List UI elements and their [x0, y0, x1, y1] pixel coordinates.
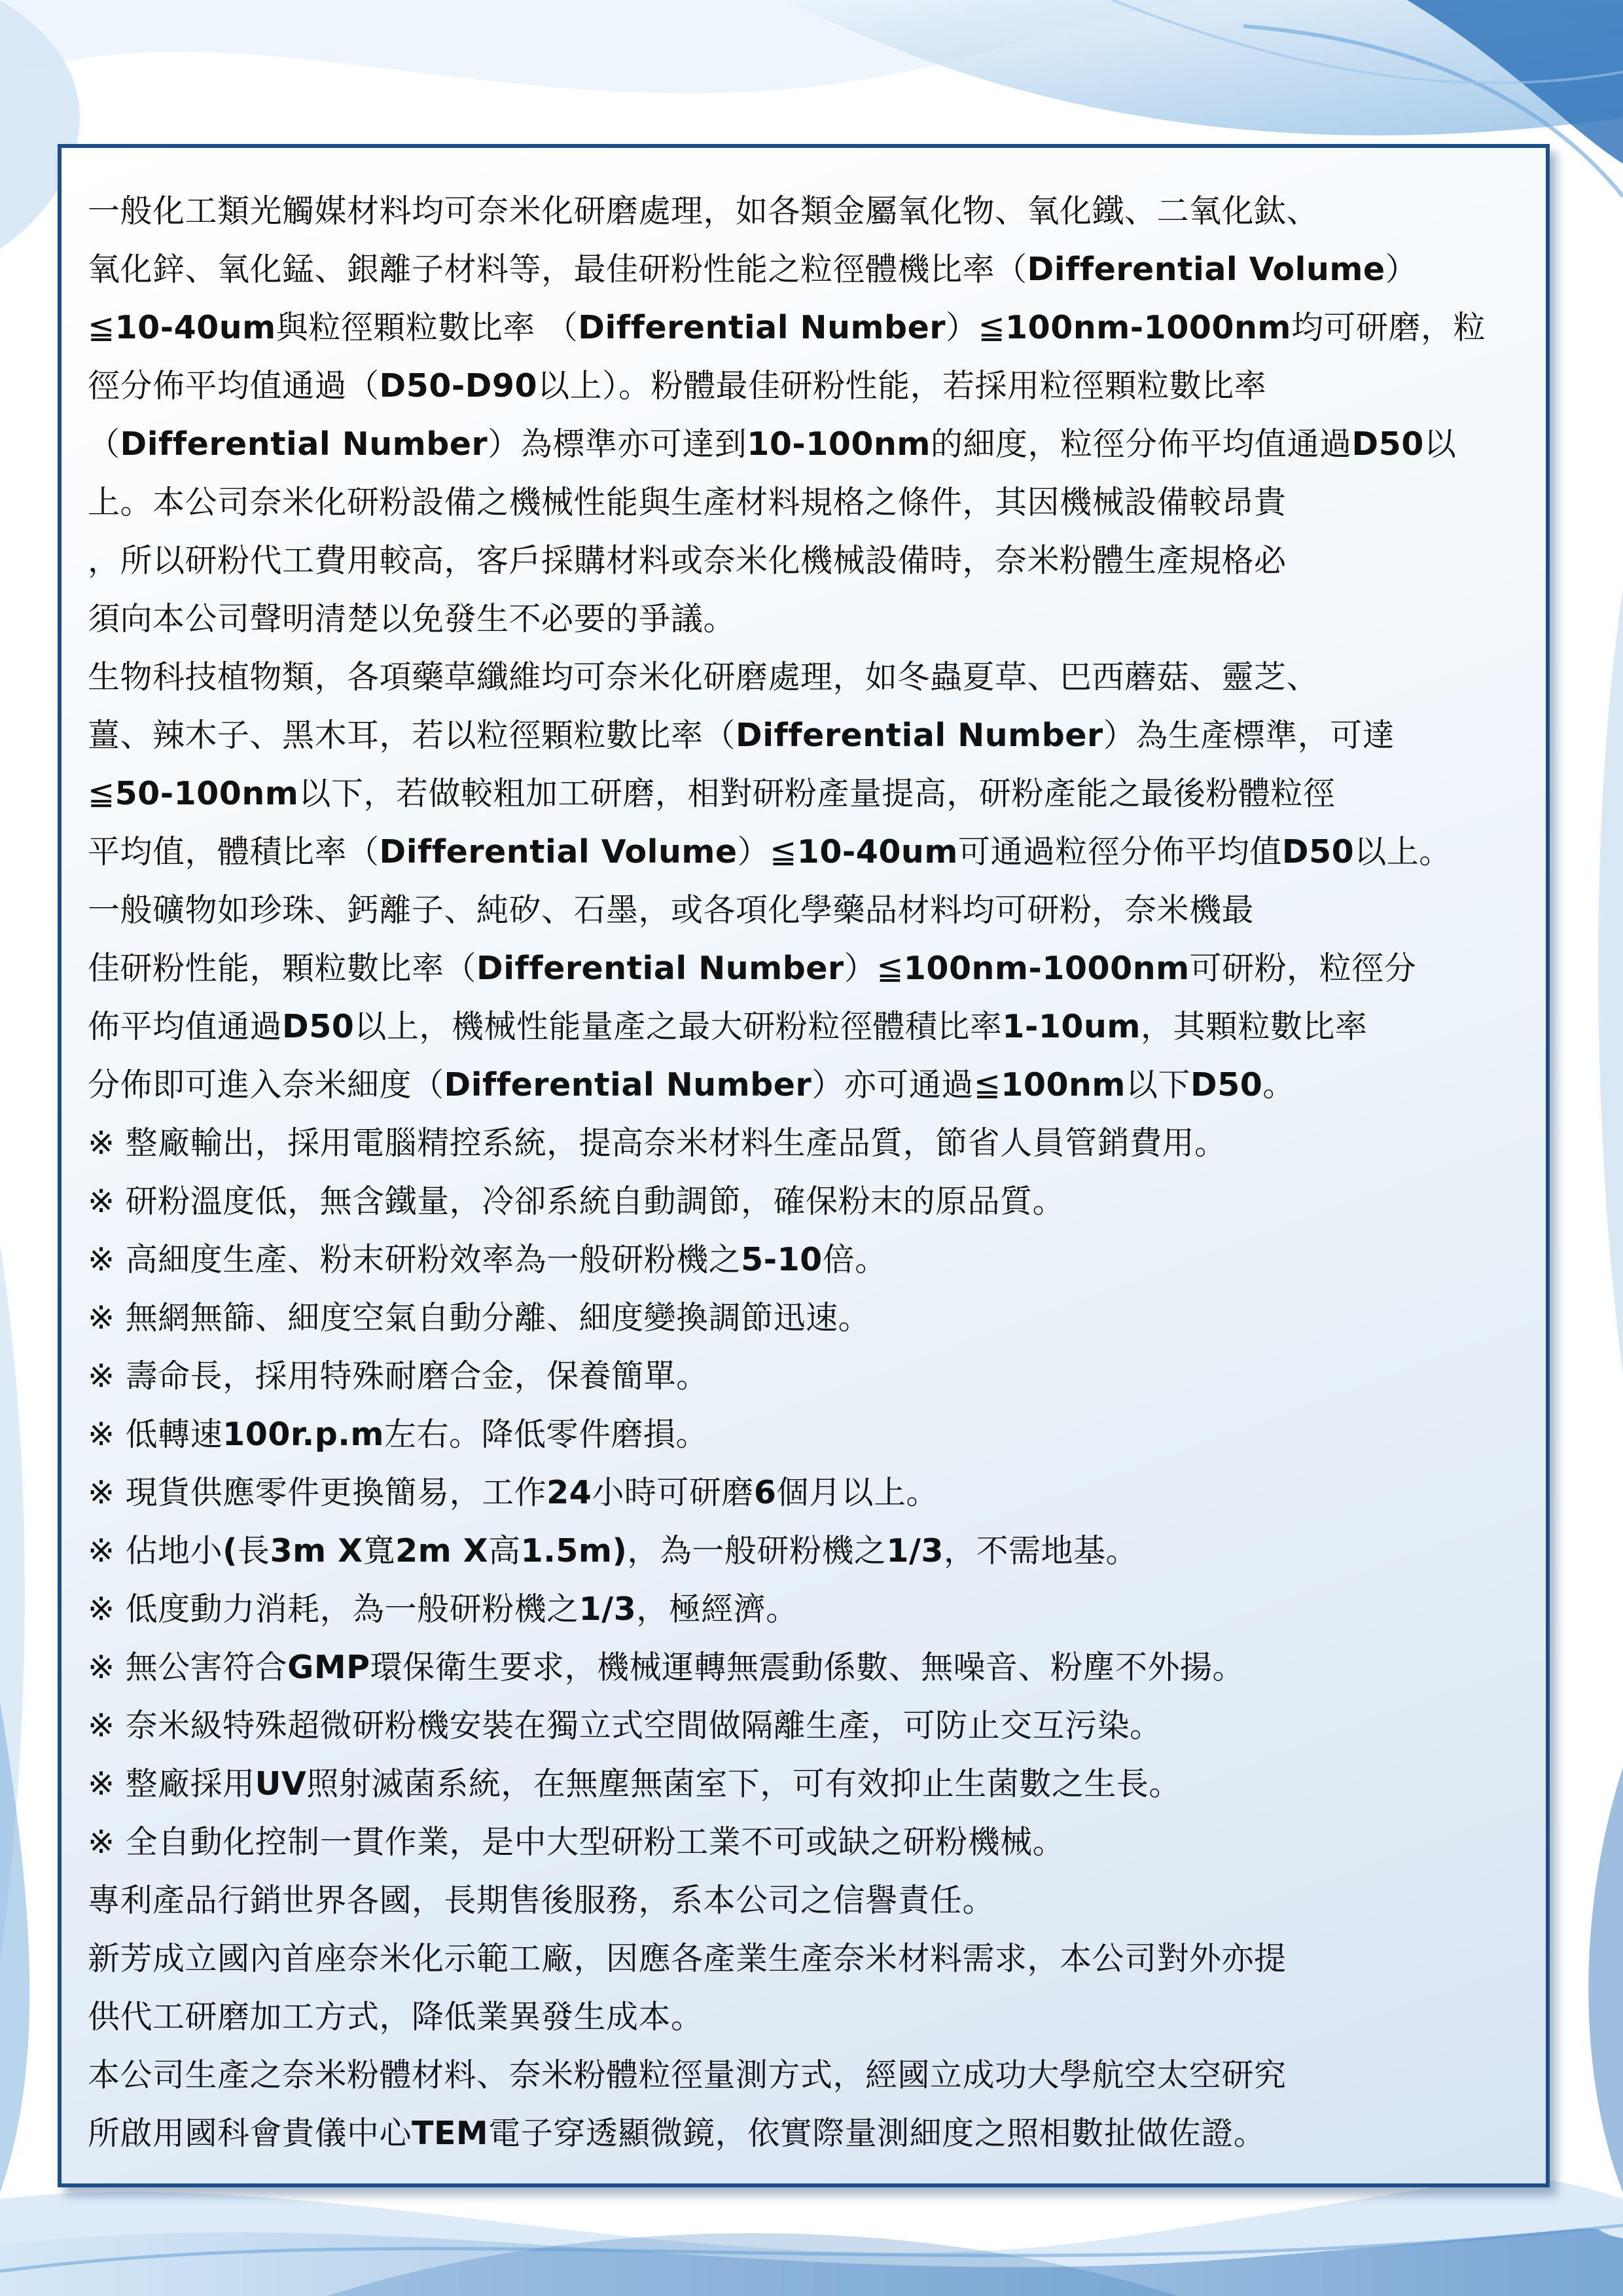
text-segment: 生物科技植物類，各項藥草纖維均可奈米化研磨處理，如冬蟲夏草、巴西蘑菇、靈芝、 — [88, 658, 1319, 696]
text-segment: 須向本公司聲明清楚以免發生不必要的爭議。 — [88, 600, 736, 637]
text-segment: 。 — [1262, 1066, 1295, 1103]
text-segment: 以上。 — [1354, 833, 1452, 870]
text-segment: 一般化工類光觸媒材料均可奈米化研磨處理，如各類金屬氧化物、氧化鐵、二氧化鈦、 — [88, 192, 1319, 230]
text-segment: 以下，若做較粗加工研磨，相對研粉產量提高，研粉產能之最後粉體粒徑 — [298, 775, 1336, 812]
bold-term: 100nm — [1001, 1066, 1126, 1103]
text-segment: ※ 研粉溫度低，無含鐵量，冷卻系統自動調節，確保粉末的原品質。 — [88, 1183, 1065, 1220]
text-segment: 高 — [488, 1532, 521, 1570]
bold-term: 10-40um — [115, 309, 276, 346]
text-segment: ※ 整廠輸出，採用電腦精控系統，提高奈米材料生產品質，節省人員管銷費用。 — [88, 1124, 1227, 1162]
bold-term: D50 — [1351, 425, 1424, 463]
text-segment: 平均值，體積比率（ — [88, 833, 380, 870]
text-segment: ）亦可通過≦ — [812, 1066, 1001, 1103]
text-line — [88, 1580, 1534, 1638]
text-line — [88, 881, 1534, 939]
bold-term: D50 — [1281, 833, 1355, 870]
text-segment: 長 — [238, 1532, 270, 1570]
text-line — [88, 2046, 1534, 2104]
text-segment: 電子穿透顯微鏡，依實際量測細度之照相數扯做佐證。 — [488, 2115, 1266, 2152]
text-line — [88, 240, 1534, 298]
text-segment: 與粒徑顆粒數比率 （ — [276, 309, 579, 346]
text-segment: ≦ — [88, 309, 115, 346]
text-segment: 小時可研磨 — [592, 1474, 754, 1511]
text-segment: 均可研磨，粒 — [1291, 309, 1486, 346]
text-segment: ）≦ — [945, 309, 1006, 346]
text-segment: ※ 佔地小 — [88, 1532, 223, 1570]
text-segment: ※ 低轉速 — [88, 1416, 223, 1453]
text-segment: ※ 低度動力消耗，為一般研粉機之 — [88, 1590, 579, 1628]
text-segment: 薑、辣木子、黑木耳，若以粒徑顆粒數比率（ — [88, 717, 736, 754]
text-line — [88, 1988, 1534, 2046]
bold-term: 1.5m) — [520, 1532, 628, 1570]
bold-term: D50 — [282, 1008, 355, 1045]
document-body — [88, 182, 1534, 2162]
bold-term: D50 — [1190, 1066, 1263, 1103]
bold-term: 24 — [546, 1474, 592, 1511]
text-segment: 寬 — [363, 1532, 396, 1570]
text-segment: 以下 — [1126, 1066, 1191, 1103]
text-segment: 分佈即可進入奈米細度（ — [88, 1066, 444, 1103]
text-line — [88, 764, 1534, 823]
text-line — [88, 939, 1534, 997]
text-line — [88, 1347, 1534, 1405]
bold-term: D50-D90 — [379, 367, 538, 404]
text-line — [88, 415, 1534, 473]
text-line — [88, 1638, 1534, 1696]
text-line — [88, 2104, 1534, 2162]
bold-term: 1-10um — [1002, 1008, 1141, 1045]
text-segment: 佈平均值通過 — [88, 1008, 283, 1045]
text-segment: ※ 壽命長，採用特殊耐磨合金，保養簡單。 — [88, 1357, 709, 1395]
bold-term: Differential Number — [120, 425, 488, 463]
text-segment: 佳研粉性能，顆粒數比率（ — [88, 950, 477, 987]
text-line — [88, 1114, 1534, 1172]
text-line — [88, 823, 1534, 881]
text-segment: 倍。 — [822, 1241, 887, 1278]
text-segment: 所啟用國科會貴儀中心 — [88, 2115, 412, 2152]
text-segment: 新芳成立國內首座奈米化示範工廠，因應各產業生產奈米材料需求，本公司對外亦提 — [88, 1940, 1287, 1977]
bold-term: 1/3 — [579, 1590, 637, 1628]
bold-term: 10-100nm — [747, 425, 931, 463]
text-segment: ※ 整廠採用 — [88, 1765, 255, 1803]
bold-term: Differential Volume — [379, 833, 738, 870]
text-segment: ，其顆粒數比率 — [1140, 1008, 1368, 1045]
text-segment: 照射滅菌系統，在無塵無菌室下，可有效抑止生菌數之生長。 — [306, 1765, 1181, 1803]
bold-term: 100nm-1000nm — [903, 950, 1190, 987]
text-segment: ，為一般研粉機之 — [627, 1532, 887, 1570]
text-segment: 供代工研磨加工方式，降低業異發生成本。 — [88, 1998, 704, 2036]
text-segment: 徑分佈平均值通過（ — [88, 367, 380, 404]
text-segment: 以上，機械性能量產之最大研粉粒徑體積比率 — [354, 1008, 1003, 1045]
text-line — [88, 1463, 1534, 1522]
text-line — [88, 1289, 1534, 1347]
text-line — [88, 1405, 1534, 1463]
text-line — [88, 1696, 1534, 1755]
bold-term: GMP — [287, 1649, 370, 1686]
bold-term: Differential Number — [444, 1066, 812, 1103]
text-line — [88, 1755, 1534, 1813]
bold-term: 100r.p.m — [223, 1416, 384, 1453]
text-segment: ）為生產標準，可達 — [1103, 717, 1395, 754]
text-line — [88, 1813, 1534, 1871]
bold-term: Differential Number — [476, 950, 844, 987]
text-segment: ※ 奈米級特殊超微研粉機安裝在獨立式空間做隔離生產，可防止交互污染。 — [88, 1707, 1162, 1744]
text-segment: 環保衛生要求，機械運轉無震動係數、無噪音、粉塵不外揚。 — [370, 1649, 1245, 1686]
bold-term: Differential Number — [736, 717, 1103, 754]
text-segment: ）≦ — [737, 833, 797, 870]
text-segment: 左右。降低零件磨損。 — [383, 1416, 708, 1453]
text-segment: ）為標準亦可達到 — [488, 425, 747, 463]
text-segment: ，所以研粉代工費用較高，客戶採購材料或奈米化機械設備時，奈米粉體生產規格必 — [88, 542, 1287, 579]
bold-term: 3m X — [270, 1532, 363, 1570]
text-line — [88, 357, 1534, 415]
text-segment: 可通過粒徑分佈平均值 — [957, 833, 1282, 870]
bold-term: 1/3 — [886, 1532, 944, 1570]
bold-term: 100nm-1000nm — [1005, 309, 1291, 346]
text-segment: 氧化鋅、氧化錳、銀離子材料等，最佳研粉性能之粒徑體機比率（ — [88, 251, 1027, 288]
text-line — [88, 1172, 1534, 1230]
text-segment: ≦ — [88, 775, 115, 812]
bold-term: Differential Volume — [1027, 251, 1385, 288]
bold-term: 50-100nm — [115, 775, 299, 812]
text-line — [88, 531, 1534, 590]
text-segment: ，不需地基。 — [943, 1532, 1138, 1570]
bold-term: TEM — [412, 2115, 489, 2152]
text-segment: ※ 全自動化控制一貫作業，是中大型研粉工業不可或缺之研粉機械。 — [88, 1823, 1065, 1861]
text-line — [88, 1929, 1534, 1988]
text-line — [88, 997, 1534, 1056]
text-segment: ※ 無網無篩、細度空氣自動分離、細度變換調節迅速。 — [88, 1299, 871, 1336]
text-line — [88, 1871, 1534, 1929]
bold-term: 5-10 — [741, 1241, 823, 1278]
text-segment: ※ 無公害符合 — [88, 1649, 288, 1686]
text-segment: 一般礦物如珍珠、鈣離子、純矽、石墨，或各項化學藥品材料均可研粉，奈米機最 — [88, 891, 1255, 929]
text-line — [88, 590, 1534, 648]
bold-term: UV — [255, 1765, 307, 1803]
text-segment: ※ 高細度生產、粉末研粉效率為一般研粉機之 — [88, 1241, 741, 1278]
text-line — [88, 298, 1534, 357]
bold-term: 10-40um — [796, 833, 958, 870]
text-segment: 上。本公司奈米化研粉設備之機械性能與生產材料規格之條件，其因機械設備較昂貴 — [88, 484, 1287, 521]
text-segment: 以 — [1423, 425, 1457, 463]
text-line — [88, 1522, 1534, 1580]
text-segment: 以上）。粉體最佳研粉性能，若採用粒徑顆粒數比率 — [537, 367, 1267, 404]
text-segment: 可研粉，粒徑分 — [1189, 950, 1417, 987]
text-segment: ） — [1385, 251, 1418, 288]
bold-term: ( — [223, 1532, 238, 1570]
text-segment: （ — [88, 425, 120, 463]
text-segment: 的細度，粒徑分佈平均值通過 — [930, 425, 1352, 463]
text-line — [88, 1056, 1534, 1114]
text-segment: ，極經濟。 — [636, 1590, 798, 1628]
text-line — [88, 706, 1534, 764]
text-panel — [58, 144, 1550, 2187]
bold-term: 2m X — [395, 1532, 489, 1570]
text-segment: 本公司生產之奈米粉體材料、奈米粉體粒徑量測方式，經國立成功大學航空太空研究 — [88, 2056, 1287, 2094]
text-segment: ※ 現貨供應零件更換簡易，工作 — [88, 1474, 547, 1511]
text-line — [88, 473, 1534, 531]
bold-term: Differential Number — [578, 309, 946, 346]
text-segment: ）≦ — [844, 950, 904, 987]
text-line — [88, 182, 1534, 240]
text-segment: 專利產品行銷世界各國，長期售後服務，系本公司之信譽責任。 — [88, 1882, 995, 1919]
text-line — [88, 648, 1534, 706]
bold-term: 6 — [753, 1474, 777, 1511]
text-line — [88, 1230, 1534, 1289]
text-segment: 個月以上。 — [776, 1474, 938, 1511]
